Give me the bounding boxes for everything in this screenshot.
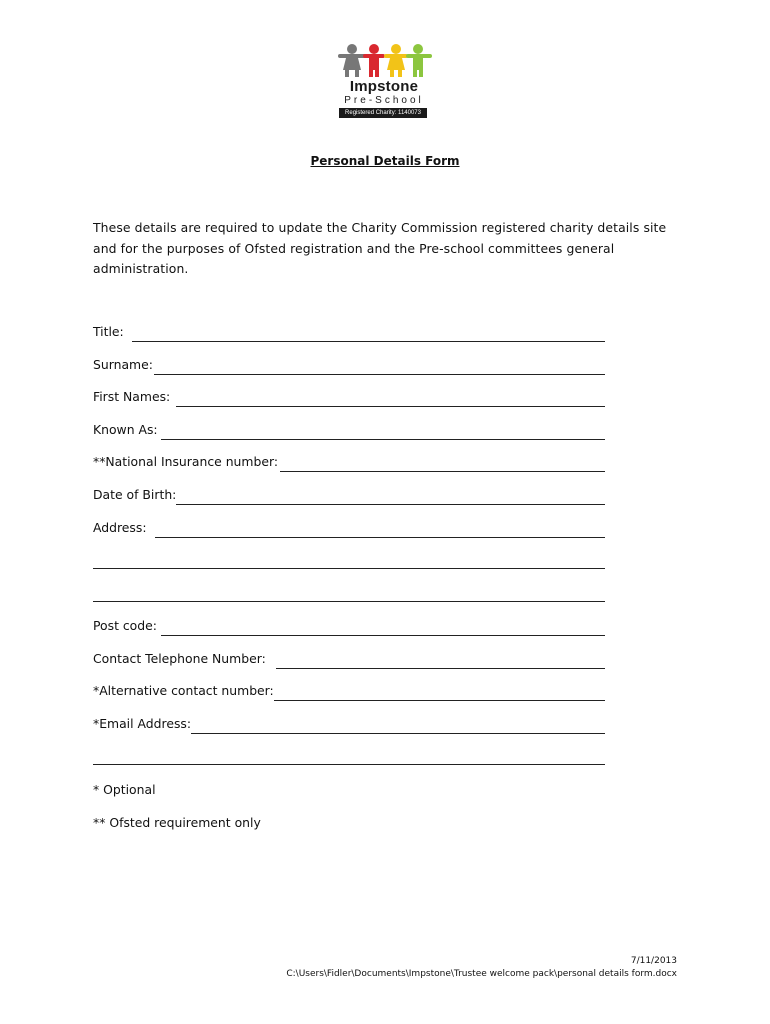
first-names-label: First Names: (93, 389, 171, 404)
title-line[interactable] (132, 341, 605, 342)
title-field[interactable] (93, 322, 605, 342)
alt-contact-line[interactable] (274, 700, 605, 701)
address-label: Address: (93, 520, 147, 535)
red-figure (363, 44, 385, 77)
known-as-field[interactable] (93, 420, 605, 440)
postcode-line[interactable] (161, 635, 605, 636)
surname-line[interactable] (154, 374, 605, 375)
first-names-line[interactable] (176, 406, 605, 407)
logo-subtitle: Pre-School (344, 95, 424, 106)
address-field[interactable] (93, 518, 605, 538)
postcode-label: Post code: (93, 618, 157, 633)
address-line-3[interactable] (93, 601, 605, 602)
form-title: Personal Details Form (310, 154, 460, 168)
surname-field[interactable] (93, 355, 605, 375)
surname-label: Surname: (93, 357, 153, 372)
address-line-2[interactable] (93, 568, 605, 569)
postcode-field[interactable] (93, 616, 605, 636)
title-label: Title: (93, 324, 124, 339)
dob-label: Date of Birth: (93, 487, 177, 502)
footer-date: 7/11/2013 (630, 956, 677, 966)
alt-contact-field[interactable] (93, 681, 605, 701)
first-names-field[interactable] (93, 387, 605, 407)
address-line-1[interactable] (155, 537, 605, 538)
footer-file-path: C:\Users\Fidler\Documents\Impstone\Trustee welcome pack\personal details form.docx (286, 969, 677, 979)
yellow-figure (384, 44, 408, 77)
ni-number-label: **National Insurance number: (93, 454, 279, 469)
email-label: *Email Address: (93, 716, 192, 731)
telephone-line[interactable] (276, 668, 605, 669)
dob-field[interactable] (93, 485, 605, 505)
optional-note: * Optional (93, 782, 156, 797)
intro-paragraph: These details are required to update the Charity Commission registered charity details site and for the purposes of Ofsted registration and the Pre-school committees general administration. (93, 220, 667, 276)
ofsted-note: ** Ofsted requirement only (93, 815, 261, 830)
impstone-logo (334, 42, 434, 120)
logo-name: Impstone (349, 78, 419, 95)
telephone-label: Contact Telephone Number: (93, 651, 266, 666)
known-as-label: Known As: (93, 422, 158, 437)
email-line-1[interactable] (191, 733, 605, 734)
known-as-line[interactable] (161, 439, 605, 440)
telephone-field[interactable] (93, 649, 605, 669)
grey-figure (338, 44, 366, 77)
dob-line[interactable] (176, 504, 605, 505)
ni-number-field[interactable] (93, 452, 605, 472)
email-field[interactable] (93, 714, 605, 734)
green-figure (406, 44, 432, 77)
logo-charity-number: Registered Charity: 1140073 (339, 108, 427, 118)
paper-dolls-icon (334, 42, 434, 78)
alt-contact-label: *Alternative contact number: (93, 683, 274, 698)
ni-number-line[interactable] (280, 471, 605, 472)
email-line-2[interactable] (93, 764, 605, 765)
